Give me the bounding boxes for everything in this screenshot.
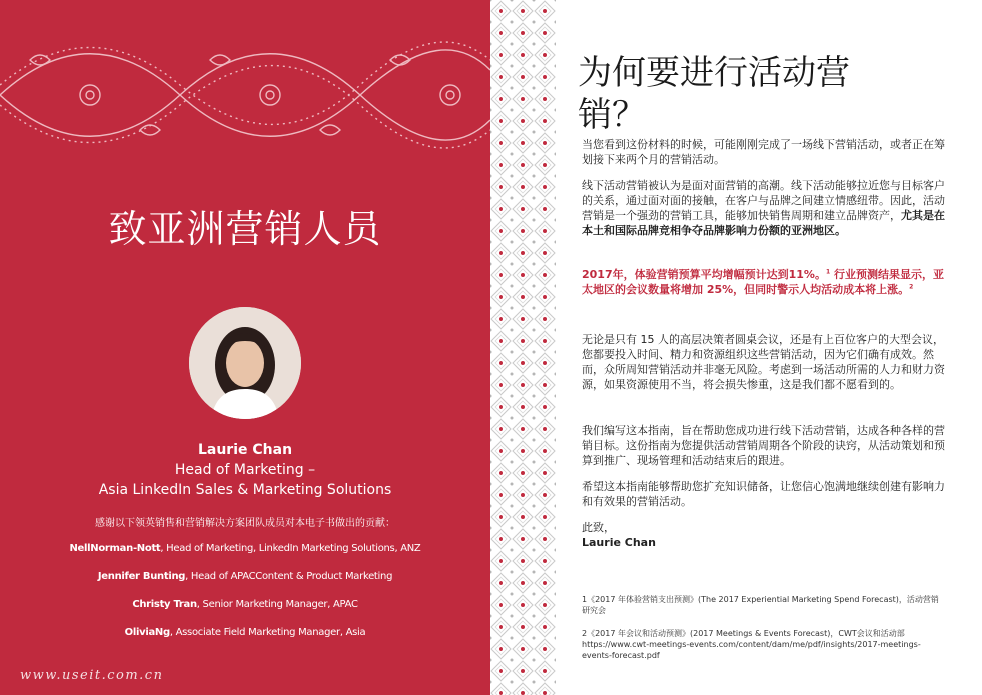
cover-title: 致亚洲营销人员 xyxy=(108,207,382,251)
heading-line1: 为何要进行活动营 xyxy=(578,53,850,93)
footnote-ref-1: 1 xyxy=(825,268,831,276)
contributor-role: , Associate Field Marketing Manager, Asia xyxy=(169,627,366,638)
heading-line2: 销？ xyxy=(578,95,646,135)
contributor-3 xyxy=(0,599,490,610)
floral-ornament-band xyxy=(0,40,490,150)
contributor-1 xyxy=(0,543,490,554)
contributor-role: , Head of APACContent & Product Marketing xyxy=(185,571,393,582)
stats-highlight-paragraph xyxy=(582,267,946,297)
p2-bold: 尤其是在本土和国际品牌竞相争夺品牌影响力份额的亚洲地区。 xyxy=(582,209,945,237)
closing-text: 此致， xyxy=(582,521,615,534)
contributor-name: NellNorman-Nott xyxy=(69,543,161,554)
contributor-4 xyxy=(0,627,490,638)
contributor-role: , Head of Marketing, LinkedIn Marketing Solutions, ANZ xyxy=(160,543,421,554)
author-portrait-icon xyxy=(189,307,301,419)
closing-wish-paragraph: 希望这本指南能够帮助您扩充知识储备，让您信心饱满地继续创建有影响力和有效果的营销活动。 xyxy=(582,480,945,508)
cover-panel xyxy=(0,0,490,695)
contributor-role: , Senior Marketing Manager, APAC xyxy=(196,599,358,610)
author-role-line1: Head of Marketing – xyxy=(174,462,316,478)
p3-text-b: 行业预测结果显示，亚太地区的会议数量将增加 25%，但同时警示人均活动成本将上涨。 xyxy=(582,268,944,296)
p3-text-a: 2017年，体验营销预算平均增幅预计达到11%。 xyxy=(582,268,826,281)
author-role-line2: Asia LinkedIn Sales & Marketing Solutions xyxy=(98,482,392,498)
intro-paragraph: 当您看到这份材料的时候，可能刚刚完成了一场线下营销活动，或者正在筹划接下来两个月的营销活动。 xyxy=(582,138,945,166)
letter-panel xyxy=(556,0,982,695)
author-name: Laurie Chan xyxy=(197,442,293,458)
author-avatar xyxy=(189,307,301,419)
p2-text: 线下活动营销被认为是面对面营销的高潮。线下活动能够拉近您与目标客户的关系，通过面对面的接触，在客户与品牌之间建立情感纽带。因此，活动营销是一个强劲的营销工具，能够加快销售周期和建立品牌资产， xyxy=(582,179,945,222)
contributor-name: Jennifer Bunting xyxy=(97,571,186,582)
guide-purpose-paragraph: 我们编写这本指南，旨在帮助您成功进行线下活动营销，达成各种各样的营销目标。这份指南为您提供活动营销周期各个阶段的诀窍，从活动策划和预算到推广、现场管理和活动结束后的跟进。 xyxy=(582,424,945,467)
contributor-2 xyxy=(0,571,490,582)
risk-paragraph: 无论是只有 15 人的高层决策者圆桌会议，还是有上百位客户的大型会议，您都要投入时间、精力和资源组织这些营销活动，因为它们确有成效。然而，众所周知营销活动并非毫无风险。考虑到一场活动所需的人力和财力资源，如果资源使用不当，将会损失惨重，这是我们都不愿看到的。 xyxy=(582,333,945,391)
thanks-text: 感谢以下领英销售和营销解决方案团队成员对本电子书做出的贡献： xyxy=(95,518,395,529)
watermark: www.useit.com.cn xyxy=(20,668,164,683)
footnote-1: 1《2017 年体验营销支出预测》(The 2017 Experiential Marketing Spend Forecast)，活动营销研究会 xyxy=(582,595,939,615)
footnote-2: 2《2017 年会议和活动预测》(2017 Meetings & Events Forecast)，CWT会议和活动部 https://www.cwt-meetings-events.com/content/dam/me/pdf/insights/2017-meetings-events-forecast.pdf xyxy=(582,629,921,660)
letter-heading xyxy=(578,52,908,136)
footnote-ref-2: 2 xyxy=(909,283,914,291)
signature-block xyxy=(582,520,946,550)
contributor-name: Christy Tran xyxy=(132,599,197,610)
signature-name: Laurie Chan xyxy=(582,536,656,549)
contributor-name: OliviaNg xyxy=(124,627,170,638)
geometric-pattern-divider xyxy=(490,0,556,695)
event-marketing-paragraph xyxy=(582,178,946,238)
